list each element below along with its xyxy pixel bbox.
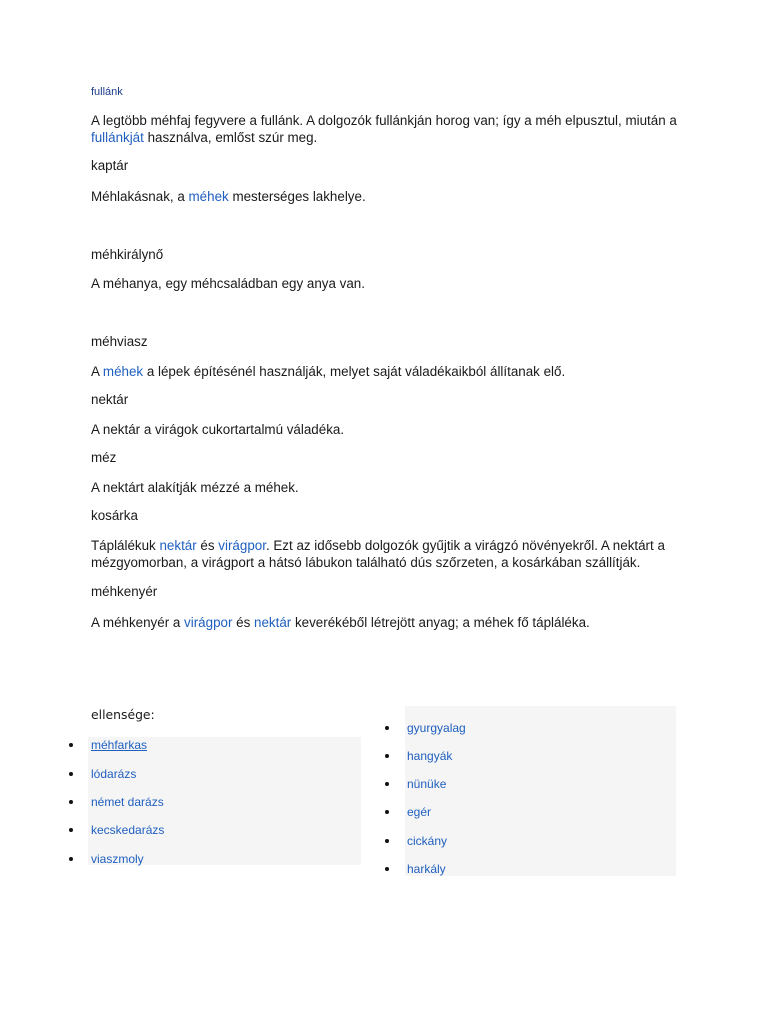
list-item-link[interactable]: gyurgyalag xyxy=(407,721,466,735)
term-kaptar: kaptár xyxy=(91,158,129,173)
viragpor-link[interactable]: virágpor xyxy=(184,615,233,630)
nektar-link[interactable]: nektár xyxy=(159,538,197,553)
bullet-icon xyxy=(385,726,389,730)
fullankjat-link[interactable]: fullánkját xyxy=(91,129,144,145)
bullet-icon xyxy=(69,772,73,776)
list-item-link[interactable]: lódarázs xyxy=(91,767,137,781)
bullet-icon xyxy=(385,810,389,814)
bullet-icon xyxy=(69,743,73,747)
nektar-paragraph: A nektár a virágok cukortartalmú váladéka. xyxy=(91,422,345,437)
enemies-heading: ellensége: xyxy=(91,707,155,722)
list-item-link[interactable]: cickány xyxy=(407,834,448,848)
mez-paragraph: A nektárt alakítják mézzé a méhek. xyxy=(91,480,299,495)
kosarka-paragraph xyxy=(91,538,691,571)
list-item-link[interactable]: méhfarkas xyxy=(91,738,148,752)
viragpor-link[interactable]: virágpor xyxy=(218,538,266,553)
bullet-icon xyxy=(69,857,73,861)
bullet-icon xyxy=(385,867,389,871)
mehek-link[interactable]: méhek xyxy=(188,189,229,204)
mehek-link[interactable]: méhek xyxy=(102,364,144,379)
paragraph-text: a lépek építésénél használják, melyet saját váladékaikból állítanak elő. xyxy=(143,364,566,379)
bullet-icon xyxy=(69,800,73,804)
list-item-link[interactable]: hangyák xyxy=(407,749,453,763)
paragraph-text: Méhlakásnak, a xyxy=(91,189,189,204)
mehkiralyno-paragraph: A méhanya, egy méhcsaládban egy anya van. xyxy=(91,276,365,291)
bullet-icon xyxy=(385,754,389,758)
list-item-link[interactable]: egér xyxy=(407,805,432,819)
term-mez: méz xyxy=(91,450,117,465)
list-item-link[interactable]: viaszmoly xyxy=(91,852,144,866)
term-mehviasz: méhviasz xyxy=(91,334,148,349)
list-item-link[interactable]: kecskedarázs xyxy=(91,823,165,837)
paragraph-text: és xyxy=(232,615,255,630)
nektar-link[interactable]: nektár xyxy=(254,615,292,630)
term-nektar: nektár xyxy=(91,392,129,407)
paragraph-text: és xyxy=(196,538,219,553)
fullank-link[interactable]: fullánk xyxy=(91,86,123,98)
list-item-link[interactable]: harkály xyxy=(407,862,446,876)
mehviasz-paragraph xyxy=(91,364,691,381)
paragraph-text: mesterséges lakhelye. xyxy=(228,189,366,204)
paragraph-text: Táplálékuk xyxy=(91,538,160,553)
paragraph-text: . Ezt az idősebb dolgozók gyűjtik a virágzó növényekről. A nektárt a mézgyomorban, a virágport a hátsó lábukon található dús szőrzeten, a kosárkában szállítják. xyxy=(91,538,665,570)
term-mehkiralyno: méhkirálynő xyxy=(91,247,164,262)
term-mehkenyer: méhkenyér xyxy=(91,584,158,599)
term-kosarka: kosárka xyxy=(91,508,138,523)
bullet-icon xyxy=(69,828,73,832)
paragraph-text: használva, emlőst szúr meg. xyxy=(143,129,318,145)
list-item-link[interactable]: német darázs xyxy=(91,795,164,809)
bullet-icon xyxy=(385,839,389,843)
paragraph-text: A méhkenyér a xyxy=(91,615,185,630)
mehkenyer-paragraph xyxy=(91,615,691,632)
bullet-icon xyxy=(385,782,389,786)
paragraph-text: A xyxy=(91,364,103,379)
list-item-link[interactable]: nünüke xyxy=(407,777,447,791)
paragraph-text: A legtöbb méhfaj fegyvere a fullánk. A dolgozók fullánkján horog van; így a méh elpusztul, miután a xyxy=(91,113,677,128)
paragraph-text: keverékéből létrejött anyag; a méhek fő tápláléka. xyxy=(291,615,590,630)
fullank-paragraph xyxy=(91,113,691,146)
kaptar-paragraph xyxy=(91,189,691,206)
